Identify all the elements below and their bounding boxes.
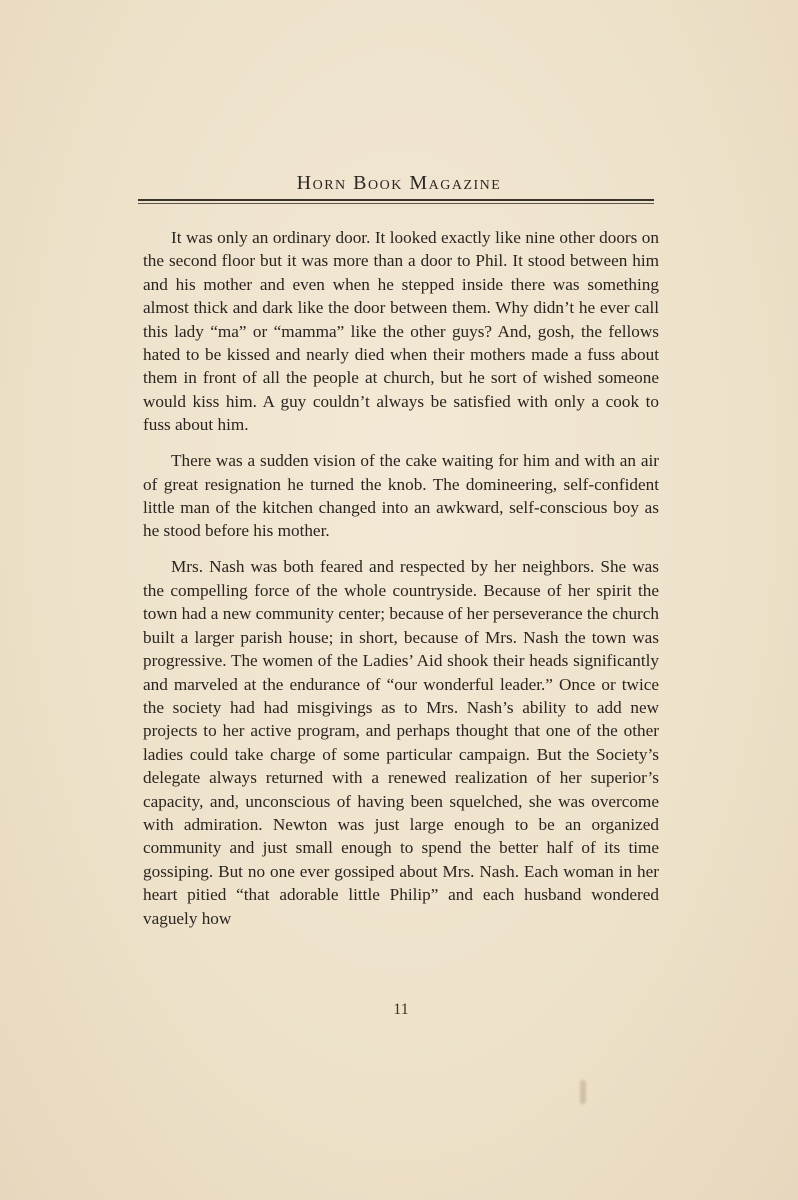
running-head: Horn Book Magazine <box>296 172 502 194</box>
header-rule-thin <box>138 203 654 204</box>
header-rule <box>138 199 654 201</box>
paragraph-1: It was only an ordinary door. It looked exactly like nine other doors on the second floor but it was more than a door to Phil. It stood between him and his mother and even when he stepped inside there was something almost thick and dark like the door between them. Why didn’t he ever call this lady “ma” or “mamma” like the other guys? And, gosh, the fellows hated to be kissed and nearly died when their mothers made a fuss about them in front of all the people at church, but he sort of wished someone would kiss him. A guy couldn’t always be satisfied with only a cook to fuss about him. <box>143 228 659 435</box>
page-number: 11 <box>393 1001 409 1018</box>
body-text <box>143 226 659 943</box>
paragraph-3: Mrs. Nash was both feared and respected by her neighbors. She was the compelling force of the whole countryside. Because of her spirit the town had a new community center; because of her perseverance the church built a larger parish house; in short, because of Mrs. Nash the town was progressive. The women of the Ladies’ Aid shook their heads significantly and marveled at the endurance of “our wonderful leader.” Once or twice the society had had misgivings as to Mrs. Nash’s ability to add new projects to her active program, and perhaps thought that one of the other ladies could take charge of some particular campaign. But the Society’s delegate always returned with a renewed realization of her superior’s capacity, and, unconscious of having been squelched, she was overcome with admiration. Newton was just large enough to be an organized community and just small enough to spend the better half of its time gossiping. But no one ever gossiped about Mrs. Nash. Each woman in her heart pitied “that adorable little Philip” and each husband wondered vaguely how <box>143 557 659 928</box>
paragraph-2: There was a sudden vision of the cake waiting for him and with an air of great resignation he turned the knob. The domineering, self-confident little man of the kitchen changed into an awkward, self-conscious boy as he stood before his mother. <box>143 451 659 541</box>
paper-blemish <box>580 1080 586 1104</box>
